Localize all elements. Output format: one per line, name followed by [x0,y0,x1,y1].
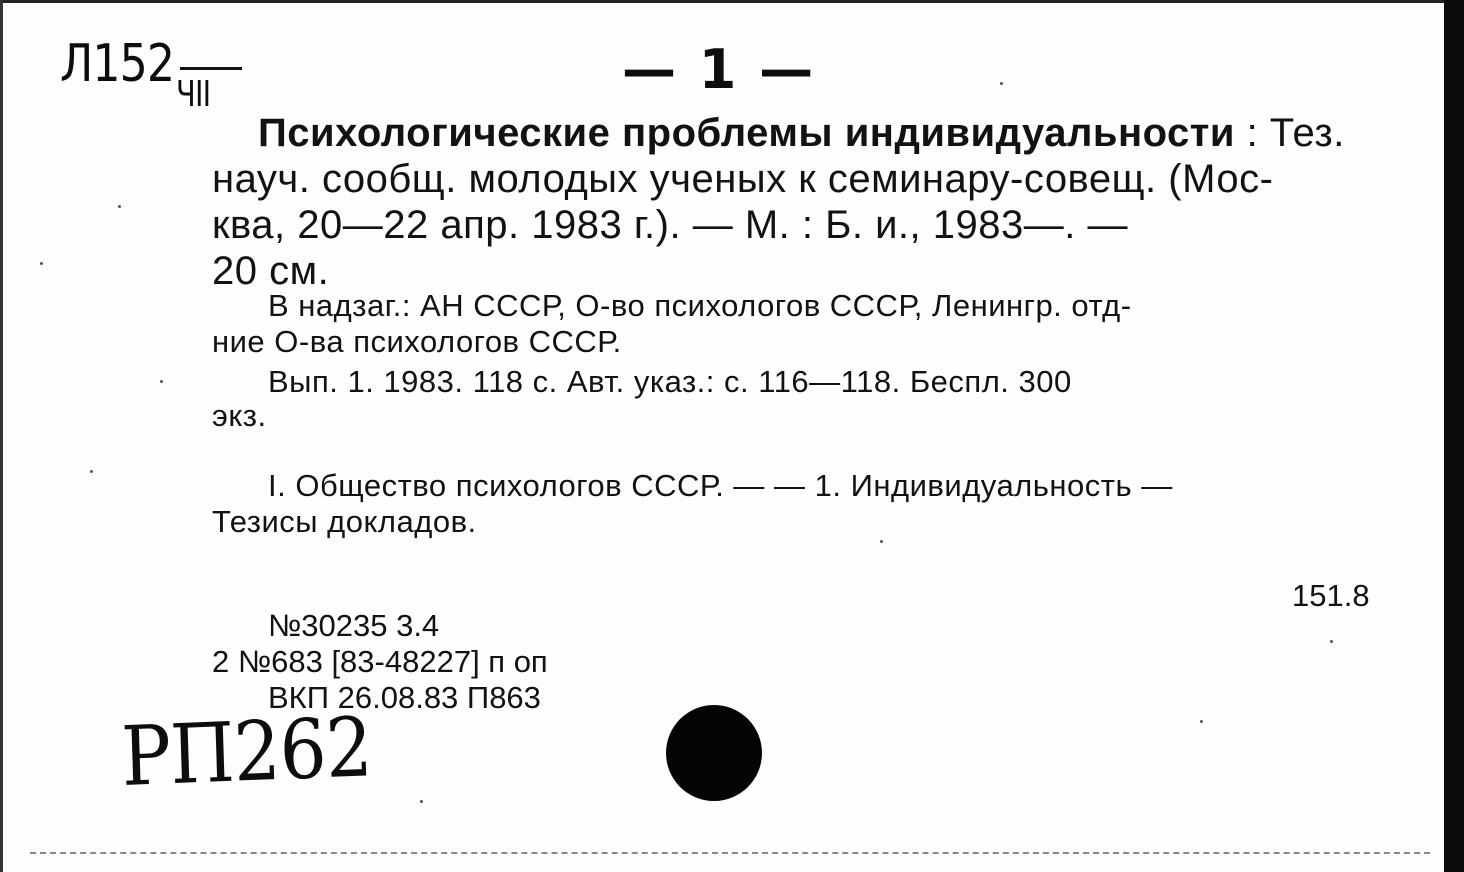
issue-line-1: Вып. 1. 1983. 118 с. Авт. указ.: с. 116—118. Беспл. 300 [268,364,1072,399]
tracing-line-1: I. Общество психологов СССР. — — 1. Индивидуальность — [268,468,1173,503]
title-line-1 [258,110,1345,156]
card-edge-left [0,0,3,872]
speck [1330,640,1333,643]
accession-line-3: ВКП 26.08.83 П863 [268,680,541,715]
note-line-2: ние О-ва психологов СССР. [212,324,622,359]
title-line-3: ква, 20—22 апр. 1983 г.). — М. : Б. и., 1983—. — [212,203,1128,247]
card-edge-top [0,0,1464,3]
card-page-number: — 1 — [622,38,816,101]
speck [420,800,423,803]
speck [1200,720,1203,723]
speck [1000,82,1003,85]
note-line-1: В надзаг.: АН СССР, О-во психологов СССР, Ленингр. отд- [268,288,1132,323]
punch-hole [666,705,762,801]
title-line-4: 20 см. [212,249,330,293]
tracing-line-2: Тезисы докладов. [212,504,477,539]
title-line-2: науч. сообщ. молодых ученых к семинару-совещ. (Мос- [212,157,1274,201]
classification-number: 151.8 [1292,578,1370,613]
speck [90,470,93,473]
issue-line-2: экз. [212,398,267,433]
speck [118,205,121,208]
handwritten-mark: РП262 [120,700,374,805]
speck [160,380,163,383]
shelf-mark-sub: ЧII [176,74,211,115]
shelf-mark-rule [180,67,242,70]
speck [40,262,43,265]
card-edge-right [1444,0,1464,872]
card-edge-bottom [30,852,1430,854]
shelf-mark: Л152 [60,34,175,94]
accession-line-1: №30235 3.4 [268,608,440,643]
accession-line-2: 2 №683 [83-48227] п оп [212,644,548,679]
title-bold: Психологические проблемы индивидуальности [258,111,1235,155]
speck [880,540,883,543]
title-suffix: : Тез. [1234,111,1345,155]
